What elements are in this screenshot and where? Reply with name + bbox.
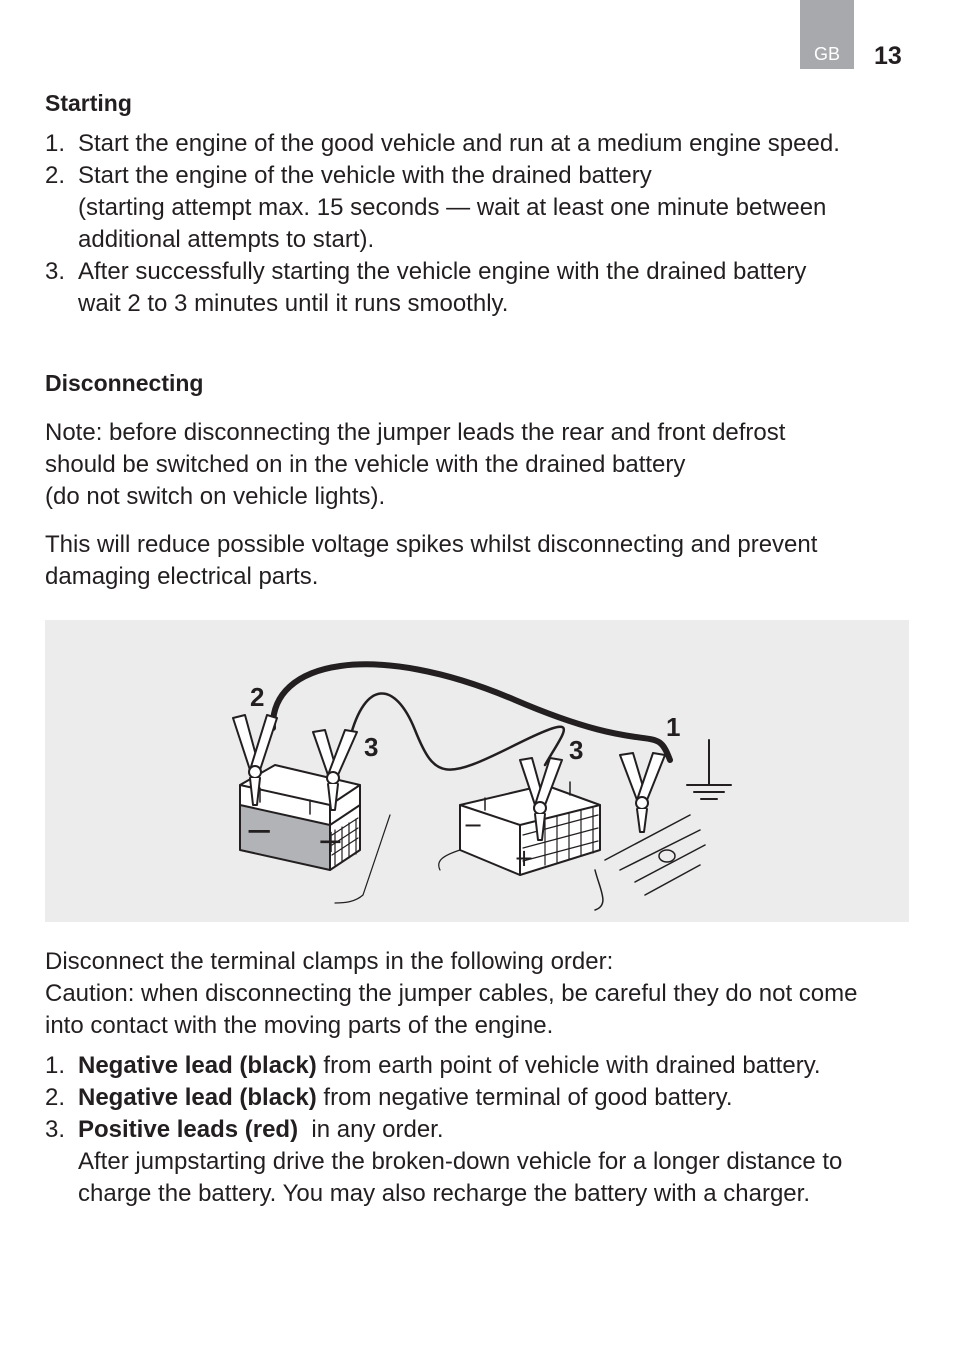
clamp-icon xyxy=(620,753,665,832)
text-line: This will reduce possible voltage spikes whilst disconnecting and prevent xyxy=(45,531,818,558)
step-text: Start the engine of the vehicle with the drained battery xyxy=(78,162,652,189)
label-3-left: 3 xyxy=(364,732,379,762)
step-number: 3. xyxy=(45,258,66,285)
text-line: damaging electrical parts. xyxy=(45,563,319,590)
minus-symbol: − xyxy=(463,811,484,839)
plus-symbol: + xyxy=(514,844,535,872)
voltage-paragraph xyxy=(45,529,817,593)
step-text: Start the engine of the good vehicle and run at a medium engine speed. xyxy=(78,130,840,157)
label-2: 2 xyxy=(250,682,265,712)
step-text: After successfully starting the vehicle engine with the drained battery xyxy=(78,258,807,285)
starting-steps xyxy=(45,128,915,320)
list-item xyxy=(45,256,915,320)
label-1: 1 xyxy=(666,712,681,742)
jumper-cable-diagram xyxy=(45,620,909,922)
pointer-line xyxy=(439,850,460,870)
minus-symbol: − xyxy=(245,811,274,851)
text-line: into contact with the moving parts of the engine. xyxy=(45,1012,554,1039)
text-line: (do not switch on vehicle lights). xyxy=(45,483,386,510)
language-tab: GB xyxy=(800,0,854,69)
step-text: charge the battery. You may also recharge the battery with a charger. xyxy=(78,1180,810,1207)
step-text xyxy=(78,1114,915,1146)
plus-symbol: + xyxy=(317,822,344,860)
step-number: 1. xyxy=(45,130,66,157)
lead-label: Negative lead (black) xyxy=(78,1084,317,1111)
step-text: wait 2 to 3 minutes until it runs smoothly. xyxy=(78,290,509,317)
list-item xyxy=(45,160,915,256)
step-number: 3. xyxy=(45,1116,66,1143)
step-text: (starting attempt max. 15 seconds — wait at least one minute between xyxy=(78,194,827,221)
step-text xyxy=(78,1050,915,1082)
step-text xyxy=(78,1082,915,1114)
lead-instruction: from earth point of vehicle with drained battery. xyxy=(316,1052,821,1079)
label-3-right: 3 xyxy=(569,735,584,765)
lead-label: Positive leads (red) xyxy=(78,1116,299,1143)
text-line: Disconnect the terminal clamps in the following order: xyxy=(45,948,614,975)
step-text: After jumpstarting drive the broken-down vehicle for a longer distance to xyxy=(78,1148,843,1175)
step-number: 1. xyxy=(45,1052,66,1079)
lead-instruction: in any order. xyxy=(298,1116,444,1143)
lead-instruction: from negative terminal of good battery. xyxy=(316,1084,733,1111)
diagram-illustration xyxy=(45,620,909,922)
text-line: Caution: when disconnecting the jumper cables, be careful they do not come xyxy=(45,980,858,1007)
text-line: should be switched on in the vehicle with the drained battery xyxy=(45,451,686,478)
ground-symbol-icon xyxy=(687,740,731,799)
list-item xyxy=(45,1114,915,1210)
step-text: additional attempts to start). xyxy=(78,226,375,253)
engine-block-icon xyxy=(595,815,705,910)
order-intro xyxy=(45,946,857,1042)
step-number: 2. xyxy=(45,162,66,189)
list-item xyxy=(45,1082,915,1114)
list-item xyxy=(45,128,915,160)
lead-label: Negative lead (black) xyxy=(78,1052,317,1079)
disconnecting-heading: Disconnecting xyxy=(45,370,204,396)
disconnect-steps xyxy=(45,1050,915,1210)
black-cable-icon xyxy=(273,664,670,760)
text-line: Note: before disconnecting the jumper leads the rear and front defrost xyxy=(45,419,786,446)
note-paragraph xyxy=(45,417,785,513)
page-number: 13 xyxy=(874,42,902,70)
step-number: 2. xyxy=(45,1084,66,1111)
list-item xyxy=(45,1050,915,1082)
starting-heading: Starting xyxy=(45,90,132,116)
